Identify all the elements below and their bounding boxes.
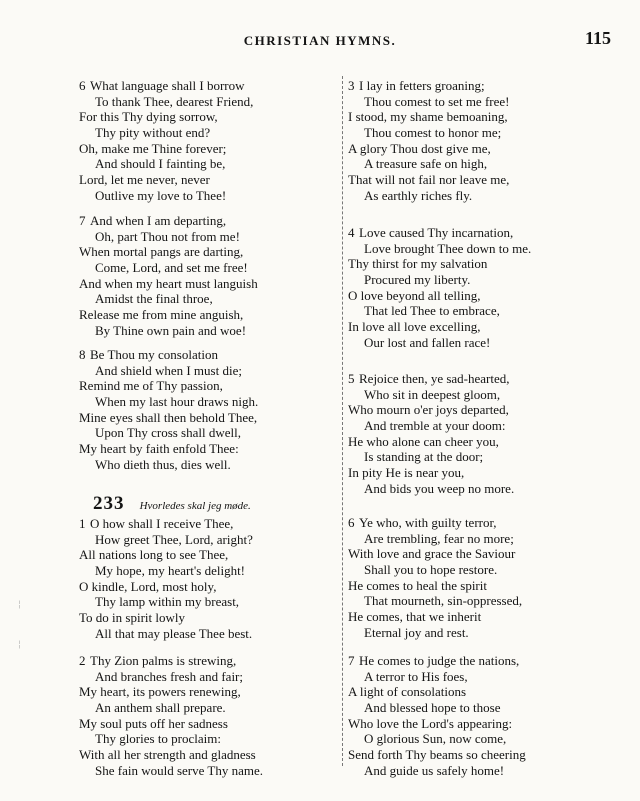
verse-line: In pity He is near you, bbox=[348, 465, 465, 481]
verse-first-line bbox=[348, 78, 623, 94]
verse-line: And blessed hope to those bbox=[364, 700, 501, 716]
verse-text: He comes to judge the nations, bbox=[359, 653, 520, 668]
verse-line: Thou comest to honor me; bbox=[364, 125, 502, 141]
verse-line: Thou comest to set me free! bbox=[364, 93, 510, 109]
verse-line: Is standing at the door; bbox=[364, 449, 484, 465]
verse-line: That led Thee to embrace, bbox=[364, 303, 500, 319]
verse-first-line bbox=[79, 347, 354, 363]
verse-line: Lord, let me never, never bbox=[79, 172, 210, 188]
verse-line: As earthly riches fly. bbox=[364, 187, 473, 203]
verse-first-line bbox=[348, 653, 623, 669]
verse-line: He who alone can cheer you, bbox=[348, 433, 499, 449]
verse-line: Thy thirst for my salvation bbox=[348, 256, 488, 272]
verse-text: And when I am departing, bbox=[90, 213, 227, 228]
verse-line: Thy glories to proclaim: bbox=[95, 731, 222, 747]
verse-first-line bbox=[348, 515, 623, 531]
verse-line: When my last hour draws nigh. bbox=[95, 394, 259, 410]
verse-line: A terror to His foes, bbox=[364, 668, 468, 684]
stanza-left-1 bbox=[79, 78, 354, 204]
verse-text: What language shall I borrow bbox=[90, 78, 245, 93]
verse-line: A treasure safe on high, bbox=[364, 156, 488, 172]
verse-text: Ye who, with guilty terror, bbox=[359, 515, 497, 530]
verse-line: O glorious Sun, now come, bbox=[364, 731, 507, 747]
verse-text: Love caused Thy incarnation, bbox=[359, 225, 514, 240]
verse-first-line bbox=[79, 213, 354, 229]
verse-line: By Thine own pain and woe! bbox=[95, 322, 247, 338]
verse-line: She fain would serve Thy name. bbox=[95, 762, 263, 778]
margin-mark: ¦ bbox=[18, 640, 22, 650]
verse-line: I stood, my shame bemoaning, bbox=[348, 109, 508, 125]
verse-line: And shield when I must die; bbox=[95, 362, 242, 378]
verse-line: Come, Lord, and set me free! bbox=[95, 260, 248, 276]
verse-line: O kindle, Lord, most holy, bbox=[79, 578, 217, 594]
verse-line: For this Thy dying sorrow, bbox=[79, 109, 218, 125]
stanza-right-5 bbox=[348, 653, 623, 779]
verse-line: In love all love excelling, bbox=[348, 319, 481, 335]
verse-first-line bbox=[79, 78, 354, 94]
verse-line: Thy lamp within my breast, bbox=[95, 594, 240, 610]
verse-line: Eternal joy and rest. bbox=[364, 624, 469, 640]
verse-text: Be Thou my consolation bbox=[90, 347, 218, 362]
verse-line: And should I fainting be, bbox=[95, 156, 226, 172]
verse-line: Remind me of Thy passion, bbox=[79, 378, 223, 394]
verse-first-line bbox=[348, 371, 623, 387]
verse-line: That mourneth, sin-oppressed, bbox=[364, 593, 523, 609]
stanza-left-5 bbox=[79, 653, 354, 779]
hymn-number: 233 bbox=[93, 493, 125, 514]
verse-line: An anthem shall prepare. bbox=[95, 700, 226, 716]
verse-line: Love brought Thee down to me. bbox=[364, 240, 532, 256]
verse-line: That will not fail nor leave me, bbox=[348, 172, 510, 188]
verse-number: 5 bbox=[348, 371, 355, 386]
verse-line: All nations long to see Thee, bbox=[79, 547, 229, 563]
verse-first-line bbox=[79, 516, 354, 532]
verse-line: My soul puts off her sadness bbox=[79, 715, 228, 731]
verse-line: Who mourn o'er joys departed, bbox=[348, 402, 509, 418]
stanza-left-4 bbox=[79, 516, 354, 642]
verse-line: Who love the Lord's appearing: bbox=[348, 715, 513, 731]
verse-text: Rejoice then, ye sad-hearted, bbox=[359, 371, 510, 386]
verse-text: O how shall I receive Thee, bbox=[90, 516, 234, 531]
verse-line: And tremble at your doom: bbox=[364, 418, 506, 434]
verse-number: 6 bbox=[348, 515, 355, 530]
verse-line: Procured my liberty. bbox=[364, 272, 471, 288]
verse-line: Outlive my love to Thee! bbox=[95, 187, 227, 203]
verse-number: 7 bbox=[348, 653, 355, 668]
verse-line: My heart by faith enfold Thee: bbox=[79, 441, 239, 457]
hymn-heading bbox=[93, 493, 251, 515]
verse-line: Mine eyes shall then behold Thee, bbox=[79, 409, 258, 425]
verse-line: Who sit in deepest gloom, bbox=[364, 386, 501, 402]
verse-line: Oh, part Thou not from me! bbox=[95, 228, 240, 244]
verse-line: My hope, my heart's delight! bbox=[95, 563, 246, 579]
verse-number: 8 bbox=[79, 347, 86, 362]
verse-line: And when my heart must languish bbox=[79, 275, 258, 291]
stanza-right-4 bbox=[348, 515, 623, 641]
verse-line: Release me from mine anguish, bbox=[79, 307, 244, 323]
verse-line: And bids you weep no more. bbox=[364, 480, 515, 496]
verse-first-line bbox=[79, 653, 354, 669]
verse-number: 7 bbox=[79, 213, 86, 228]
stanza-right-1 bbox=[348, 78, 623, 204]
verse-line: A glory Thou dost give me, bbox=[348, 140, 491, 156]
verse-line: Shall you to hope restore. bbox=[364, 562, 498, 578]
page-number: 115 bbox=[585, 28, 612, 48]
hymn-tune-title: Hvorledes skal jeg møde. bbox=[139, 500, 251, 512]
margin-mark: ¦ bbox=[18, 600, 22, 610]
verse-line: When mortal pangs are darting, bbox=[79, 244, 244, 260]
verse-line: O love beyond all telling, bbox=[348, 287, 481, 303]
verse-line: My heart, its powers renewing, bbox=[79, 684, 241, 700]
running-header-title: CHRISTIAN HYMNS. bbox=[243, 33, 397, 48]
verse-number: 3 bbox=[348, 78, 355, 93]
verse-line: Amidst the final throe, bbox=[95, 291, 213, 307]
verse-line: Upon Thy cross shall dwell, bbox=[95, 425, 241, 441]
verse-line: And branches fresh and fair; bbox=[95, 668, 243, 684]
verse-line: He comes to heal the spirit bbox=[348, 577, 487, 593]
verse-line: Oh, make me Thine forever; bbox=[79, 140, 227, 156]
verse-line: Our lost and fallen race! bbox=[364, 334, 491, 350]
verse-line: To thank Thee, dearest Friend, bbox=[95, 93, 254, 109]
stanza-left-2 bbox=[79, 213, 354, 339]
verse-line: Who dieth thus, dies well. bbox=[95, 456, 231, 472]
stanza-right-3 bbox=[348, 371, 623, 497]
verse-number: 1 bbox=[79, 516, 86, 531]
verse-number: 4 bbox=[348, 225, 355, 240]
verse-line: Are trembling, fear no more; bbox=[364, 530, 514, 546]
verse-line: And guide us safely home! bbox=[364, 762, 505, 778]
verse-line: To do in spirit lowly bbox=[79, 610, 185, 626]
verse-line: How greet Thee, Lord, aright? bbox=[95, 531, 253, 547]
verse-first-line bbox=[348, 225, 623, 241]
verse-line: He comes, that we inherit bbox=[348, 609, 482, 625]
verse-line: Thy pity without end? bbox=[95, 125, 211, 141]
verse-number: 2 bbox=[79, 653, 86, 668]
verse-line: Send forth Thy beams so cheering bbox=[348, 747, 526, 763]
verse-line: All that may please Thee best. bbox=[95, 625, 253, 641]
verse-text: Thy Zion palms is strewing, bbox=[90, 653, 237, 668]
verse-line: With all her strength and gladness bbox=[79, 747, 256, 763]
verse-line: With love and grace the Saviour bbox=[348, 546, 516, 562]
verse-text: I lay in fetters groaning; bbox=[359, 78, 485, 93]
verse-number: 6 bbox=[79, 78, 86, 93]
stanza-right-2 bbox=[348, 225, 623, 351]
verse-line: A light of consolations bbox=[348, 684, 467, 700]
stanza-left-3 bbox=[79, 347, 354, 473]
